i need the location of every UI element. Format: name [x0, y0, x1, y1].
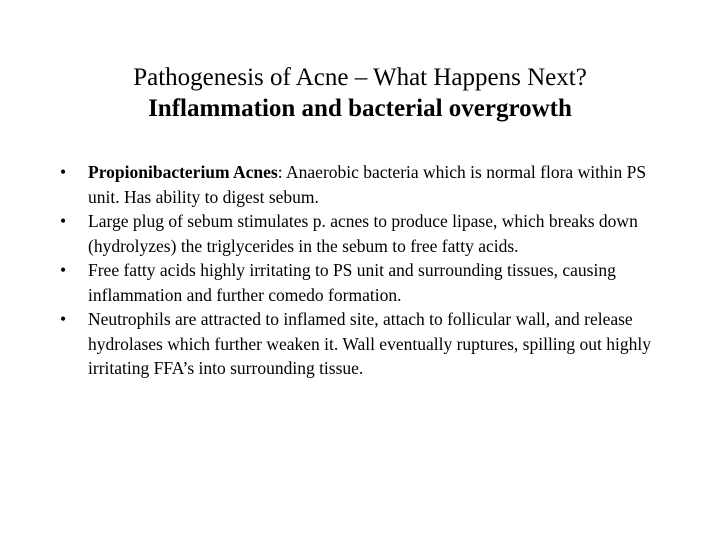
bullet-text: Neutrophils are attracted to inflamed site, attach to follicular wall, and release hydrolases which further weaken it. Wall eventually ruptures, spilling out highly irritating FFA’s into surrounding tissue. [88, 309, 652, 378]
slide-title: Pathogenesis of Acne – What Happens Next? [133, 64, 587, 91]
bullet-term: Propionibacterium Acnes [88, 162, 278, 182]
bullet-text: : Anaerobic bacteria which is normal flora within PS unit. Has ability to digest sebum. [88, 162, 647, 207]
bullet-list [58, 160, 658, 381]
bullet-icon: • [60, 260, 67, 280]
slide-title-block [60, 62, 660, 124]
bullet-item-free-fatty-acids [58, 258, 658, 307]
bullet-item-propionibacterium [58, 160, 658, 209]
slide-subtitle: Inflammation and bacterial overgrowth [148, 95, 572, 122]
bullet-icon: • [60, 211, 67, 231]
bullet-icon: • [60, 162, 67, 182]
bullet-text: Free fatty acids highly irritating to PS unit and surrounding tissues, causing inflammation and further comedo formation. [88, 260, 616, 305]
bullet-text: Large plug of sebum stimulates p. acnes to produce lipase, which breaks down (hydrolyzes) the triglycerides in the sebum to free fatty acids. [88, 211, 638, 256]
bullet-item-lipase [58, 209, 658, 258]
bullet-item-neutrophils [58, 307, 658, 381]
bullet-icon: • [60, 309, 67, 329]
